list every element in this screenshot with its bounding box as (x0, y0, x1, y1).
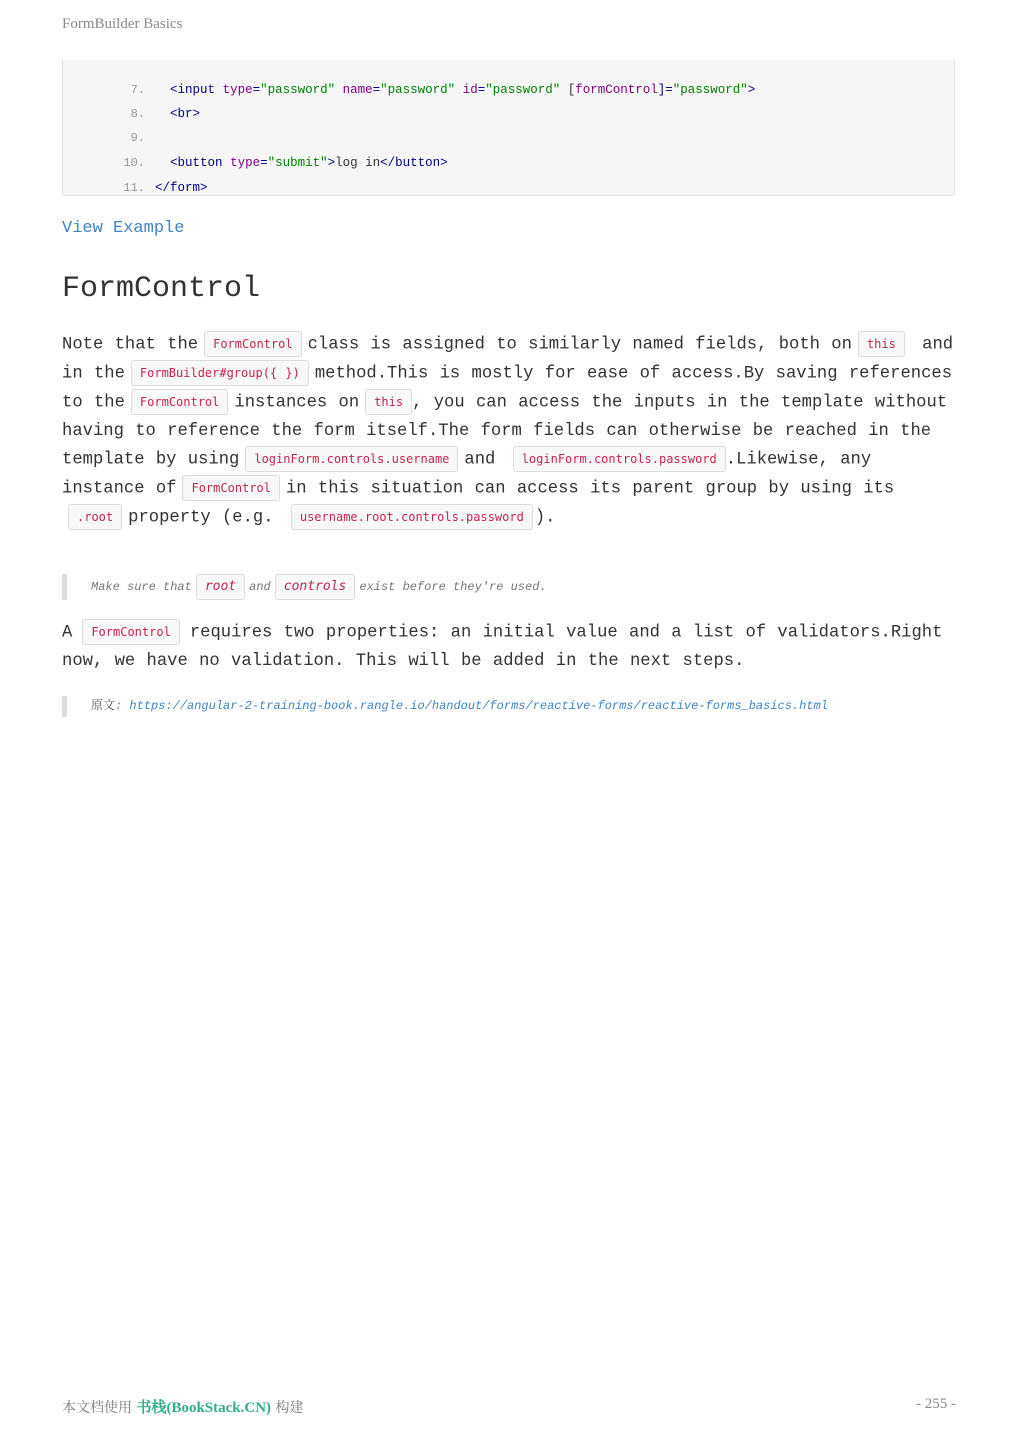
code-line (63, 108, 155, 145)
line-number: 7. (130, 83, 146, 97)
inline-code: this (858, 331, 905, 357)
inline-code: controls (275, 574, 356, 600)
line-number: 11. (123, 181, 146, 195)
code-line (63, 84, 201, 121)
line-number: 10. (123, 156, 146, 170)
paragraph: A FormControl requires two properties: an initial value and a list of validators.Right now, we have no validation. This will be added in the next steps. (62, 619, 955, 676)
code-text: <br> (155, 107, 201, 121)
source-blockquote: 原文: https://angular-2-training-book.rangle.io/handout/forms/reactive-forms/reactive-forms_basics.html (62, 696, 942, 717)
inline-code: this (365, 389, 412, 415)
inline-code: username.root.controls.password (291, 504, 533, 530)
footer-credit: 本文档使用 书栈(BookStack.CN) 构建 (62, 1400, 304, 1416)
source-label: 原文 (91, 698, 116, 712)
running-header: FormBuilder Basics (62, 16, 183, 32)
section-title: FormControl (62, 272, 261, 306)
inline-code: FormControl (131, 389, 228, 415)
inline-code: loginForm.controls.password (513, 446, 726, 472)
inline-code: FormControl (182, 475, 279, 501)
code-text: </form> (155, 181, 208, 195)
note-blockquote: Make sure that root and controls exist before they're used. (62, 574, 942, 600)
bookstack-link[interactable]: 书栈(BookStack.CN) (136, 1400, 272, 1416)
inline-code: FormControl (82, 619, 179, 645)
source-link[interactable]: https://angular-2-training-book.rangle.io/handout/forms/reactive-forms/reactive-forms_basics.html (129, 699, 828, 713)
paragraph: Note that the FormControl class is assigned to similarly named fields, both on this and in the FormBuilder#group({ }) method.This is mostly for ease of access.By saving references to the FormControl instances on this , you can access the inputs in the template without having to reference the form itself.The form fields can otherwise be reached in the template by using loginForm.controls.username and loginForm.controls.password .Likewise, any instance of FormControl in this situation can access its parent group by using its.root property (e.g. username.root.controls.password ). (62, 331, 955, 532)
code-block (62, 60, 955, 196)
code-text: <input type="password" name="password" id="password" [formControl]="password"> (155, 83, 756, 97)
code-line (63, 60, 756, 97)
inline-code: FormControl (204, 331, 301, 357)
line-number: 8. (130, 107, 146, 121)
inline-code: loginForm.controls.username (245, 446, 458, 472)
inline-code: root (196, 574, 245, 600)
view-example-link[interactable]: View Example (62, 219, 185, 238)
code-text: <button type="submit">log in</button> (155, 156, 448, 170)
inline-code: FormBuilder#group({ }) (131, 360, 309, 386)
page-number: - 255 - (916, 1396, 956, 1412)
line-number: 9. (130, 131, 146, 145)
code-line (63, 158, 208, 195)
inline-code: .root (68, 504, 122, 530)
code-line (63, 133, 448, 170)
